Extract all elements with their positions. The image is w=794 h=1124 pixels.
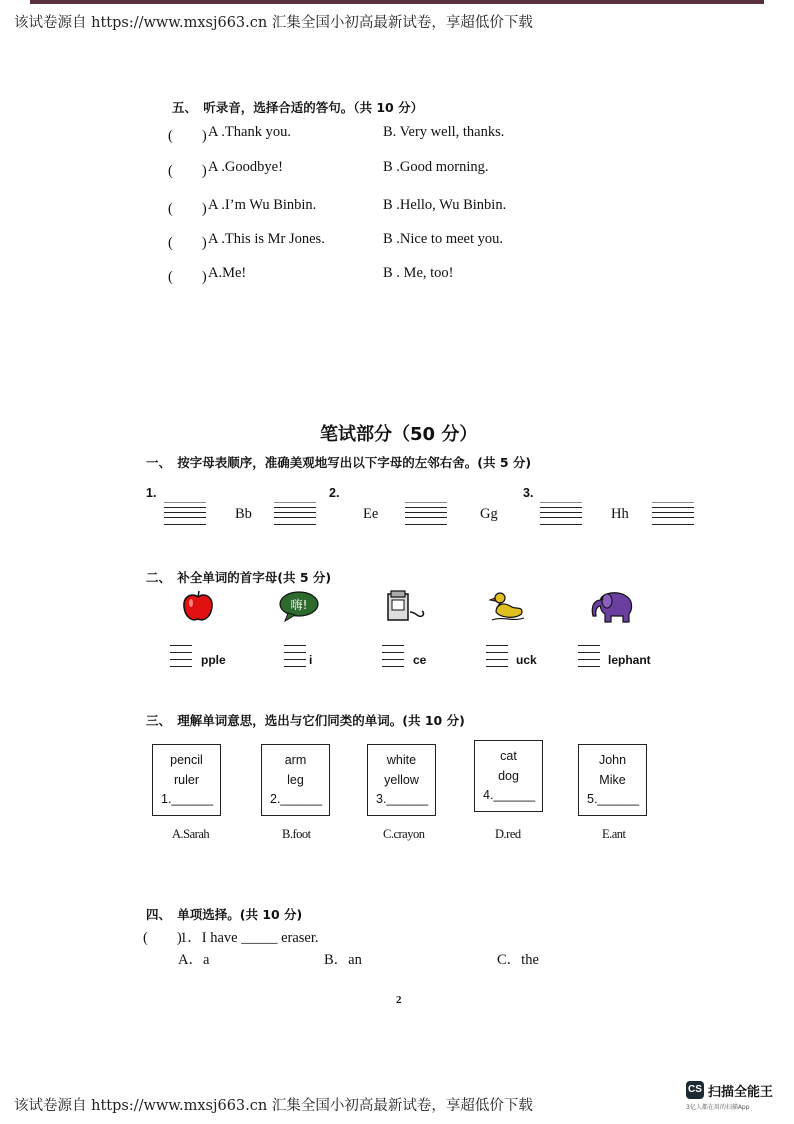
word-box — [474, 740, 543, 812]
choice-option: B．an — [324, 952, 362, 968]
box-word: John — [598, 753, 627, 767]
option-b: B. Very well, thanks. — [383, 124, 505, 140]
speech-bubble-icon — [278, 590, 320, 622]
choice-section-title: 四、 单项选择。(共 10 分) — [146, 907, 303, 922]
initial-writing-lines[interactable] — [382, 645, 404, 667]
option-a: A .This is Mr Jones. — [208, 231, 325, 247]
word-ending: i — [309, 653, 313, 667]
letter-blank[interactable] — [274, 502, 316, 503]
option-a: A.Me! — [208, 265, 247, 281]
box-answer-blank[interactable]: 2.______ — [270, 792, 323, 806]
category-option: E.ant — [602, 827, 626, 841]
word-box — [367, 744, 436, 816]
answer-paren[interactable]: ( ) — [168, 235, 207, 251]
option-a: A .Goodbye! — [208, 159, 283, 175]
option-a: A .I’m Wu Binbin. — [208, 197, 317, 213]
answer-paren[interactable]: ( ) — [168, 201, 207, 217]
source-banner-footer: 该试卷源自 https://www.mxsj663.cn 汇集全国小初高最新试卷，享超低价下载 — [14, 1098, 533, 1114]
category-option: B.foot — [282, 827, 311, 841]
box-answer-blank[interactable]: 4.______ — [483, 788, 536, 802]
category-option: A.Sarah — [172, 827, 210, 841]
letter-blank[interactable] — [164, 502, 206, 503]
box-word: yellow — [384, 773, 419, 787]
choice-option: C．the — [497, 952, 539, 968]
option-b: B . Me, too! — [383, 265, 454, 281]
word-box — [578, 744, 647, 816]
option-b: B .Nice to meet you. — [383, 231, 504, 247]
letter-blank[interactable] — [652, 502, 694, 503]
page-number: 2 — [396, 994, 402, 1006]
camscanner-logo-icon: CS — [686, 1081, 704, 1099]
option-b: B .Hello, Wu Binbin. — [383, 197, 507, 213]
word-box — [152, 744, 221, 816]
top-border — [30, 0, 764, 4]
box-word: arm — [284, 753, 307, 767]
apple-icon — [180, 588, 216, 624]
box-word: ruler — [173, 773, 199, 787]
listening-section-title: 五、 听录音，选择合适的答句。（共 10 分） — [172, 100, 424, 115]
question-number: 2. — [329, 486, 340, 500]
option-b: B .Good morning. — [383, 159, 489, 175]
box-word: white — [386, 753, 417, 767]
elephant-icon — [587, 588, 637, 624]
letter-blank[interactable] — [405, 502, 447, 503]
writing-lines[interactable] — [274, 507, 316, 525]
writing-lines[interactable] — [540, 507, 582, 525]
category-option: C.crayon — [383, 827, 425, 841]
bubble-text: 嗨! — [290, 598, 308, 612]
writing-lines[interactable] — [652, 507, 694, 525]
initial-writing-lines[interactable] — [486, 645, 508, 667]
initial-writing-lines[interactable] — [284, 645, 306, 667]
question-number: 3. — [523, 486, 534, 500]
scanner-tagline: 3亿人都在用的扫描App — [686, 1104, 750, 1111]
letters-section-title: 一、 按字母表顺序，准确美观地写出以下字母的左邻右舍。(共 5 分) — [146, 455, 532, 470]
ice-cream-maker-icon — [382, 588, 428, 624]
choice-option: A．a — [178, 952, 210, 968]
source-banner: 该试卷源自 https://www.mxsj663.cn 汇集全国小初高最新试卷，享超低价下载 — [14, 15, 533, 31]
word-box — [261, 744, 330, 816]
question-text: 1．I have _____ eraser. — [180, 930, 319, 946]
category-option: D.red — [495, 827, 521, 841]
word-ending: pple — [201, 653, 226, 667]
option-a: A .Thank you. — [208, 124, 291, 140]
initial-writing-lines[interactable] — [578, 645, 600, 667]
given-letter: Hh — [611, 506, 629, 522]
answer-paren[interactable]: ( ) — [168, 128, 207, 144]
initial-writing-lines[interactable] — [170, 645, 192, 667]
word-ending: lephant — [608, 653, 651, 667]
scanner-app-name: 扫描全能王 — [708, 1085, 774, 1100]
question-number: 1. — [146, 486, 157, 500]
box-word: pencil — [170, 753, 203, 767]
duck-icon — [488, 586, 528, 624]
box-word: dog — [498, 769, 519, 783]
word-ending: ce — [413, 653, 427, 667]
answer-paren[interactable]: ( ) — [143, 930, 182, 946]
box-answer-blank[interactable]: 1.______ — [161, 792, 214, 806]
given-letter: Ee — [363, 506, 379, 522]
written-part-title: 笔试部分（50 分） — [320, 424, 478, 445]
box-answer-blank[interactable]: 5.______ — [587, 792, 640, 806]
writing-lines[interactable] — [405, 507, 447, 525]
answer-paren[interactable]: ( ) — [168, 163, 207, 179]
given-letter: Gg — [480, 506, 498, 522]
box-word: leg — [287, 773, 304, 787]
writing-lines[interactable] — [164, 507, 206, 525]
given-letter: Bb — [235, 506, 252, 522]
category-section-title: 三、 理解单词意思，选出与它们同类的单词。(共 10 分) — [146, 713, 465, 728]
box-word: cat — [500, 749, 517, 763]
word-ending: uck — [516, 653, 537, 667]
box-answer-blank[interactable]: 3.______ — [376, 792, 429, 806]
box-word: Mike — [599, 773, 626, 787]
answer-paren[interactable]: ( ) — [168, 269, 207, 285]
letter-blank[interactable] — [540, 502, 582, 503]
initials-section-title: 二、 补全单词的首字母(共 5 分) — [146, 570, 332, 585]
